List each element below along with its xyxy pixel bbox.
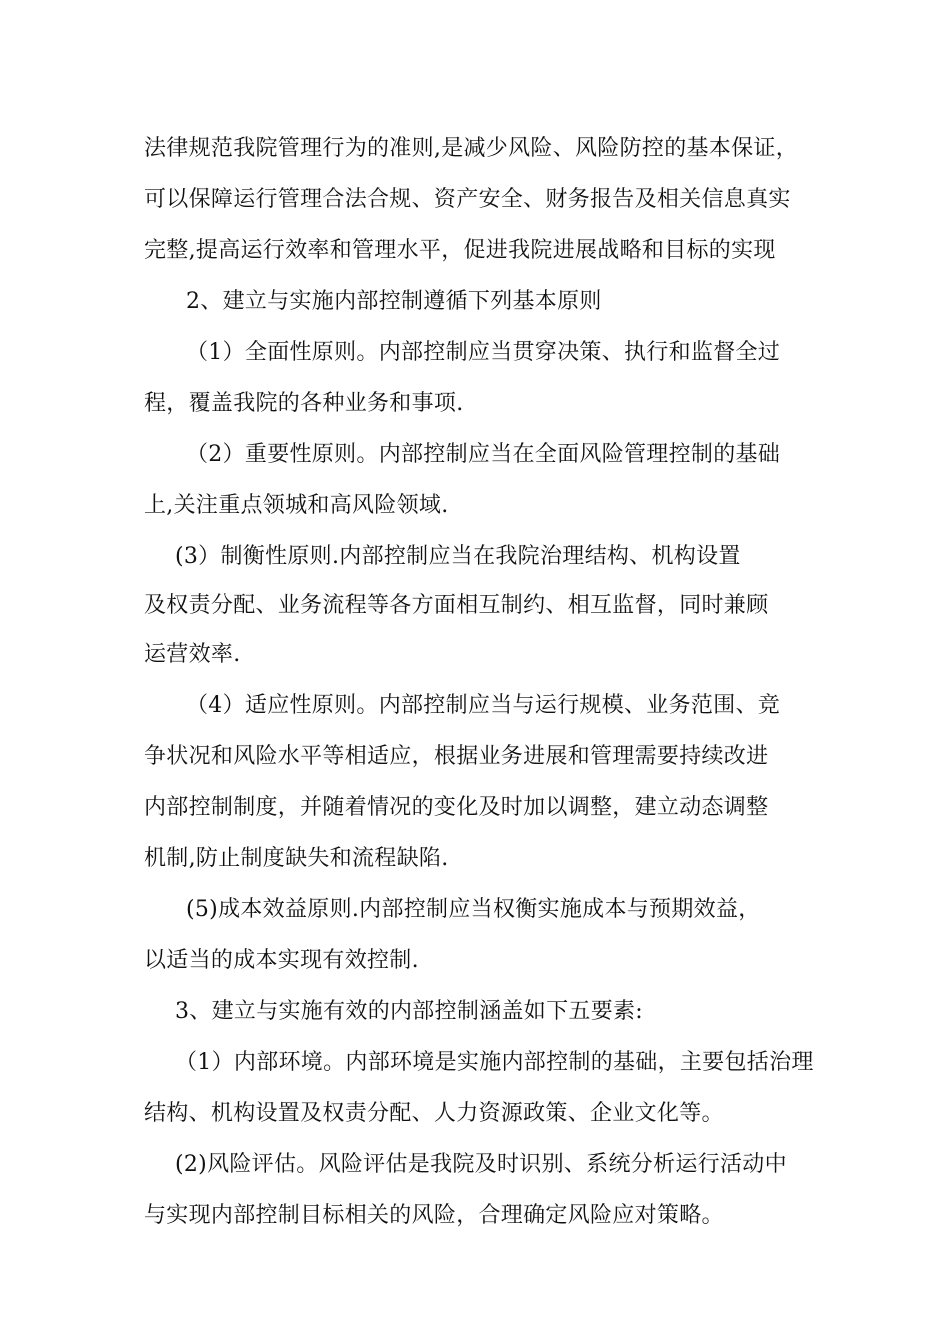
text-line-5: （1）全面性原则。内部控制应当贯穿决策、执行和监督全过 (186, 340, 781, 365)
text-line-8: 上,关注重点领城和高风险领域. (144, 493, 449, 518)
text-line-6: 程，覆盖我院的各种业务和事项. (144, 391, 464, 416)
text-line-13: 争状况和风险水平等相适应，根据业务进展和管理需要持续改进 (144, 744, 769, 769)
text-line-10: 及权责分配、业务流程等各方面相互制约、相互监督，同时兼顾 (144, 593, 769, 618)
text-line-20: 结构、机构设置及权责分配、人力资源政策、企业文化等。 (144, 1101, 724, 1126)
text-line-7: （2）重要性原则。内部控制应当在全面风险管理控制的基础 (186, 442, 781, 467)
text-line-16: (5)成本效益原则.内部控制应当权衡实施成本与预期效益， (186, 897, 761, 922)
text-line-2: 可以保障运行管理合法合规、资产安全、财务报告及相关信息真实 (144, 187, 791, 212)
text-line-17: 以适当的成本实现有效控制. (144, 948, 419, 973)
text-line-12: （4）适应性原则。内部控制应当与运行规模、业务范围、竞 (186, 693, 781, 718)
text-line-9: (3）制衡性原则.内部控制应当在我院治理结构、机构设置 (175, 544, 741, 569)
text-line-19: （1）内部环境。内部环境是实施内部控制的基础，主要包括治理 (175, 1050, 814, 1075)
text-line-14: 内部控制制度，并随着情况的变化及时加以调整，建立动态调整 (144, 795, 769, 820)
text-line-21: (2)风险评估。风险评估是我院及时识别、系统分析运行活动中 (175, 1152, 787, 1177)
text-line-22: 与实现内部控制目标相关的风险，合理确定风险应对策略。 (144, 1203, 724, 1228)
text-line-18: 3、建立与实施有效的内部控制涵盖如下五要素: (175, 999, 644, 1024)
text-line-4: 2、建立与实施内部控制遵循下列基本原则 (186, 289, 602, 314)
text-line-11: 运营效率. (144, 642, 241, 667)
text-line-15: 机制,防止制度缺失和流程缺陷. (144, 846, 449, 871)
text-line-1: 法律规范我院管理行为的准则,是减少风险、风险防控的基本保证， (144, 136, 798, 161)
text-line-3: 完整,提高运行效率和管理水平，促进我院进展战略和目标的实现 (144, 238, 776, 263)
